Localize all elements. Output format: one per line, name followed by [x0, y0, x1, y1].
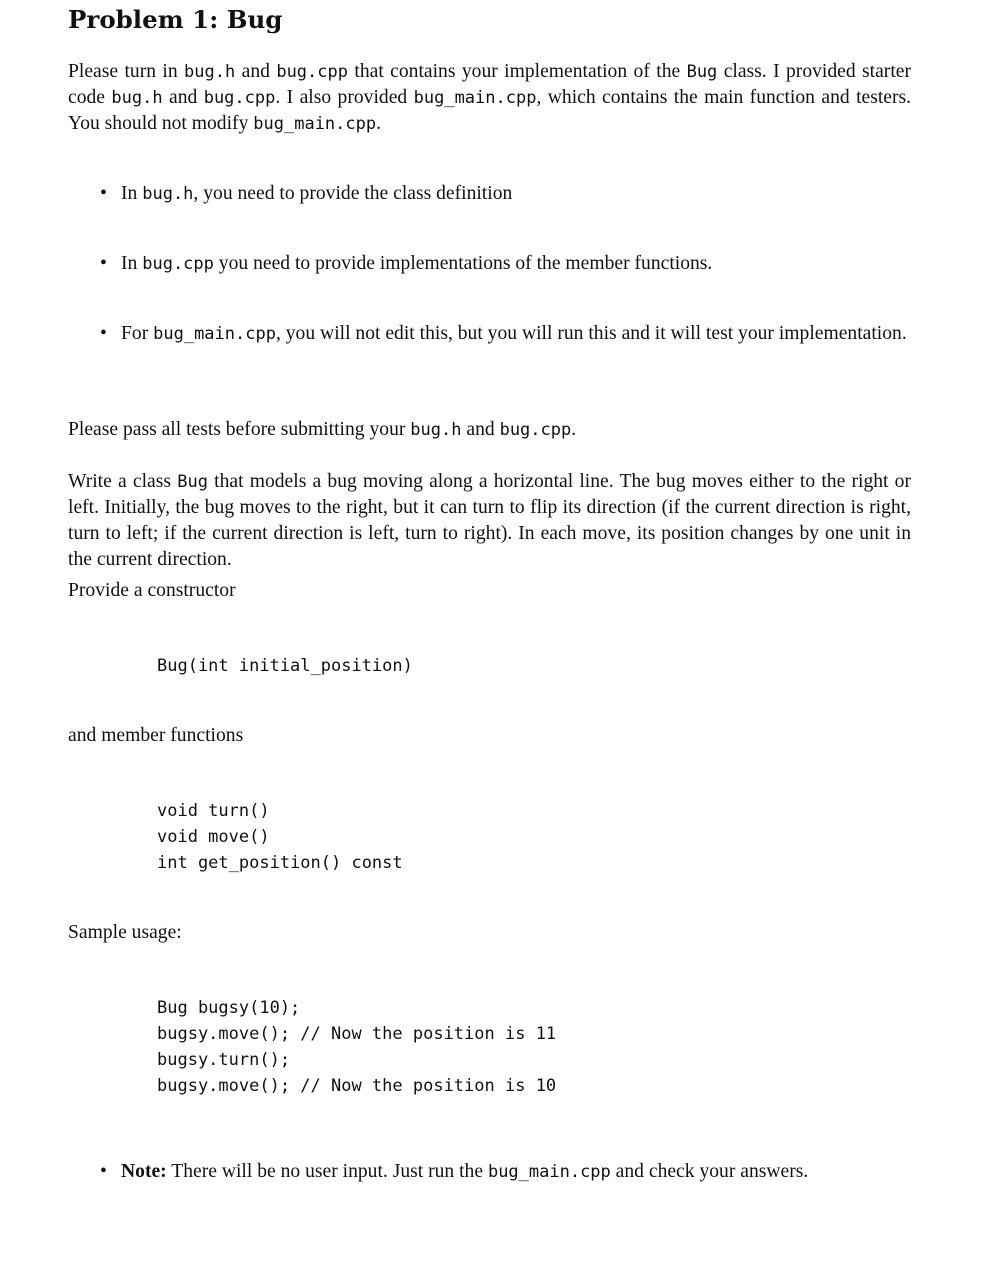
- intro-text-7: , which contains the main function and testers. You should not modify: [68, 87, 912, 134]
- bullet-2-code: bug.cpp: [142, 254, 214, 274]
- intro-code-bug-h: bug.h: [184, 62, 236, 82]
- note-bullet: [100, 1159, 911, 1185]
- pass-code-bug-cpp: bug.cpp: [499, 420, 572, 440]
- bullet-3-code: bug_main.cpp: [153, 324, 276, 344]
- bullet-1-post: , you need to provide the class definition: [193, 183, 513, 204]
- intro-text-6: . I also provided: [275, 87, 414, 108]
- intro-code-bug-h-2: bug.h: [111, 88, 163, 108]
- sample-code-block: [157, 995, 556, 1099]
- write-text-2: that models a bug moving along a horizontal line. The bug moves either to the right or left. Initially, the bug moves to the right, but it can turn to flip its direction (if the current direction is right, turn to left; if the current direction is left, turn to right). In each move, its position changes by one unit in the current direction.: [68, 471, 911, 570]
- bullet-dot-icon: •: [100, 253, 107, 274]
- note-code-bug-main: bug_main.cpp: [487, 1162, 611, 1182]
- sample-line-2: bugsy.move(); // Now the position is 11: [157, 1024, 557, 1044]
- code-line-get-position: int get_position() const: [157, 853, 403, 873]
- provide-constructor-label: Provide a constructor: [68, 580, 236, 601]
- bullet-3-pre: For: [121, 323, 154, 344]
- note-text-1: There will be no user input. Just run the: [166, 1161, 488, 1182]
- bullet-item-bug-main: [100, 321, 911, 347]
- constructor-code-block: [157, 653, 413, 679]
- bullet-1-pre: In: [121, 183, 143, 204]
- write-text-1: Write a class: [68, 471, 178, 492]
- sample-line-1: Bug bugsy(10);: [157, 998, 301, 1018]
- intro-text-2: and: [235, 61, 277, 82]
- intro-text-1: Please turn in: [68, 61, 185, 82]
- code-line-move: void move(): [157, 827, 270, 847]
- bullet-dot-icon: •: [100, 1161, 107, 1182]
- pass-text-2: and: [461, 419, 500, 440]
- intro-paragraph: [68, 59, 911, 137]
- intro-code-bug-cpp-2: bug.cpp: [203, 88, 276, 108]
- bullet-item-bug-cpp: [100, 251, 911, 277]
- bullet-2-post: you need to provide implementations of the member functions.: [213, 253, 713, 274]
- pass-code-bug-h: bug.h: [410, 420, 462, 440]
- write-code-bug: Bug: [177, 472, 208, 492]
- pass-text-1: Please pass all tests before submitting your: [68, 419, 411, 440]
- member-functions-label: and member functions: [68, 725, 244, 746]
- intro-code-bug-main: bug_main.cpp: [413, 88, 537, 108]
- intro-code-bug-main-2: bug_main.cpp: [253, 114, 377, 134]
- bullet-dot-icon: •: [100, 183, 107, 204]
- intro-text-8: .: [376, 113, 382, 134]
- bullet-2-pre: In: [121, 253, 143, 274]
- problem-title: Problem 1: Bug: [68, 5, 283, 34]
- pass-tests-paragraph: [68, 417, 911, 443]
- intro-text-4: class. I provided starter code: [68, 61, 911, 108]
- bullet-3-post: , you will not edit this, but you will run this and it will test your implementation.: [275, 323, 907, 344]
- description-paragraph: [68, 469, 911, 573]
- bullet-item-bug-h: [100, 181, 911, 207]
- bullet-dot-icon: •: [100, 323, 107, 344]
- intro-code-bug-cpp: bug.cpp: [276, 62, 348, 82]
- note-label: Note:: [121, 1161, 167, 1182]
- intro-text-3: that contains your implementation of the: [347, 61, 687, 82]
- pass-text-3: .: [571, 419, 577, 440]
- intro-text-5: and: [162, 87, 204, 108]
- sample-usage-label: Sample usage:: [68, 922, 182, 943]
- constructor-signature: Bug(int initial_position): [157, 656, 413, 676]
- sample-line-4: bugsy.move(); // Now the position is 10: [157, 1076, 557, 1096]
- sample-line-3: bugsy.turn();: [157, 1050, 291, 1070]
- member-functions-code-block: [157, 798, 403, 876]
- intro-code-bug: Bug: [686, 62, 718, 82]
- code-line-turn: void turn(): [157, 801, 270, 821]
- bullet-1-code: bug.h: [142, 184, 194, 204]
- note-text-2: and check your answers.: [610, 1161, 809, 1182]
